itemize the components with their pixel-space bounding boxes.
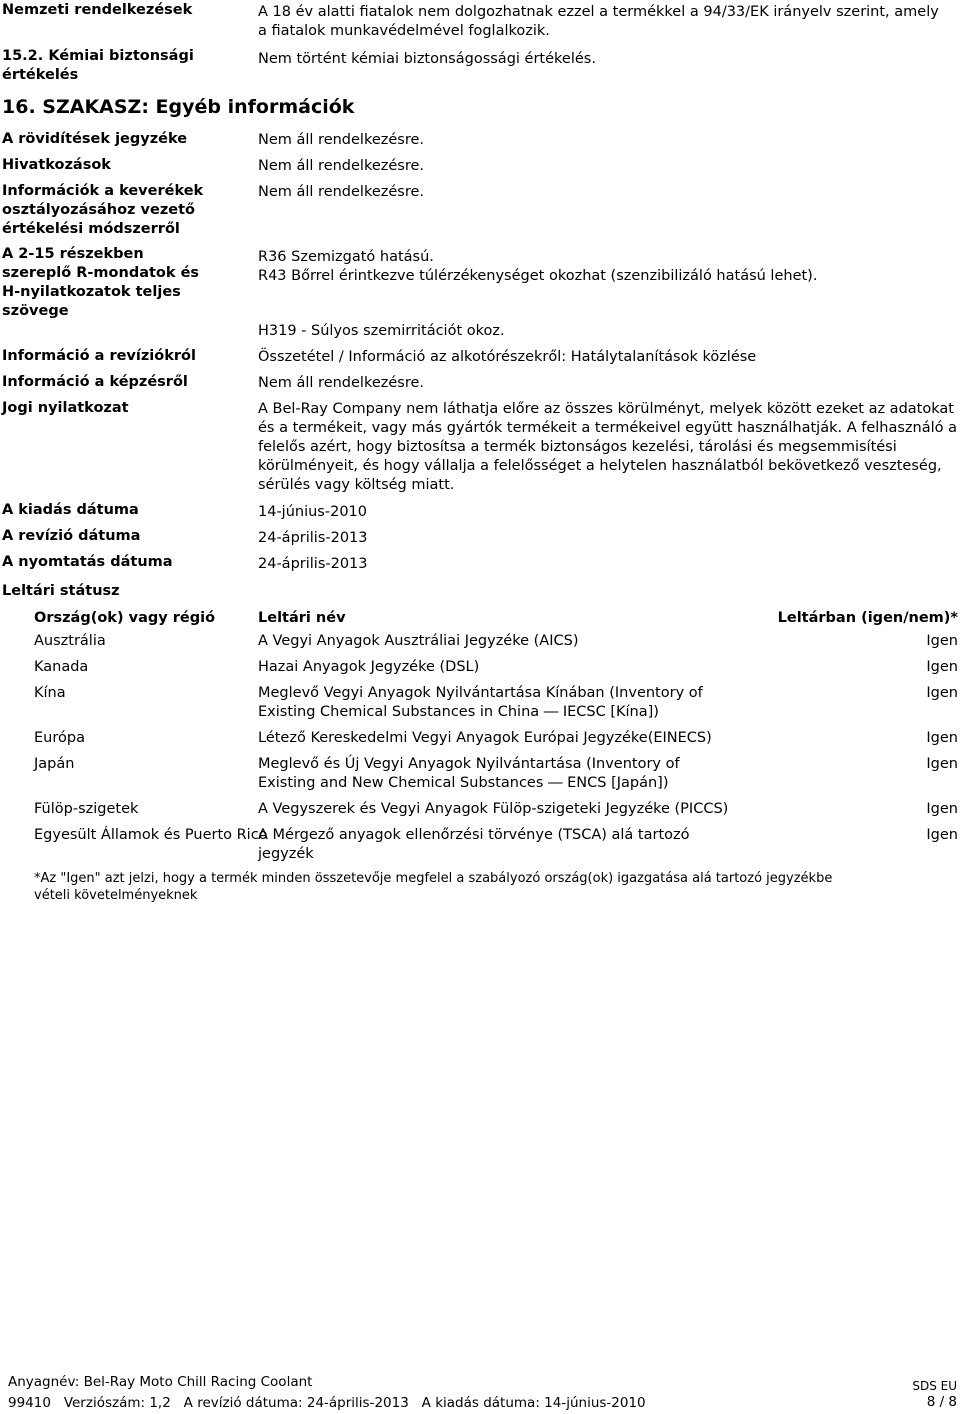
classification-label: Információk a keverékek osztályozásához vezető értékelési módszerről xyxy=(2,183,204,237)
chemical-safety-value: Nem történt kémiai biztonságossági értékelés. xyxy=(258,51,596,67)
print-date-label: A nyomtatás dátuma xyxy=(2,554,173,570)
classification-value: Nem áll rendelkezésre. xyxy=(258,184,425,200)
table-row-name: A Vegyi Anyagok Ausztráliai Jegyzéke (AICS) xyxy=(258,633,579,649)
column-header-country: Ország(ok) vagy régió xyxy=(34,610,216,626)
h-phrase-h319: H319 - Súlyos szemirritációt okoz. xyxy=(258,323,505,339)
references-value: Nem áll rendelkezésre. xyxy=(258,158,425,174)
footer-page-number: 8 / 8 xyxy=(926,1394,957,1410)
table-row-name: A Vegyszerek és Vegyi Anyagok Fülöp-szigeteki Jegyzéke (PICCS) xyxy=(258,801,729,817)
table-row-country: Fülöp-szigetek xyxy=(34,801,139,817)
r-phrases-label: A 2-15 részekben szereplő R-mondatok és H-nyilatkozatok teljes szövege xyxy=(2,246,200,319)
table-row-status: Igen xyxy=(926,659,958,675)
table-row-status: Igen xyxy=(926,801,958,817)
table-row-status: Igen xyxy=(926,730,958,746)
footer-sds-badge: SDS EU xyxy=(912,1379,957,1393)
table-row-status: Igen xyxy=(926,756,958,772)
table-row-country: Európa xyxy=(34,730,85,746)
abbreviations-value: Nem áll rendelkezésre. xyxy=(258,132,425,148)
table-row-status: Igen xyxy=(926,827,958,843)
inventory-footnote: *Az "Igen" azt jelzi, hogy a termék minden összetevője megfelel a szabályozó ország(ok) igazgatása alá tartozó jegyzékbe vételi követelményeknek xyxy=(34,871,833,903)
print-date-value: 24-április-2013 xyxy=(258,556,368,572)
training-label: Információ a képzésről xyxy=(2,374,188,390)
footer-product-name: Anyagnév: Bel-Ray Moto Chill Racing Coolant xyxy=(8,1374,313,1390)
r-phrase-r36: R36 Szemizgató hatású. xyxy=(258,249,434,265)
table-row-name: A Mérgező anyagok ellenőrzési törvénye (TSCA) alá tartozó jegyzék xyxy=(258,827,690,862)
revisions-value: Összetétel / Információ az alkotórészekről: Hatálytalanítások közlése xyxy=(258,349,757,365)
column-header-inventory-name: Leltári név xyxy=(258,610,346,626)
abbreviations-label: A rövidítések jegyzéke xyxy=(2,131,188,147)
national-regulations-value: A 18 év alatti fiatalok nem dolgozhatnak ezzel a termékkel a 94/33/EK irányelv szerint, amely a fiatalok munkavédelmével foglalkozik. xyxy=(258,4,939,39)
training-value: Nem áll rendelkezésre. xyxy=(258,375,425,391)
revision-date-value: 24-április-2013 xyxy=(258,530,368,546)
column-header-listed: Leltárban (igen/nem)* xyxy=(777,610,958,626)
table-row-name: Hazai Anyagok Jegyzéke (DSL) xyxy=(258,659,480,675)
table-row-status: Igen xyxy=(926,685,958,701)
r-phrase-r43: R43 Bőrrel érintkezve túlérzékenységet okozhat (szenzibilizáló hatású lehet). xyxy=(258,268,818,284)
table-row-country: Egyesült Államok és Puerto Rico xyxy=(34,827,268,843)
table-row-name: Létező Kereskedelmi Vegyi Anyagok Európai Jegyzéke(EINECS) xyxy=(258,730,712,746)
table-row-name: Meglevő Vegyi Anyagok Nyilvántartása Kínában (Inventory of Existing Chemical Substances in China ― IECSC [Kína]) xyxy=(258,685,703,720)
references-label: Hivatkozások xyxy=(2,157,111,173)
table-row-country: Kanada xyxy=(34,659,89,675)
national-regulations-label: Nemzeti rendelkezések xyxy=(2,2,193,18)
revisions-label: Információ a revíziókról xyxy=(2,348,196,364)
table-row-name: Meglevő és Új Vegyi Anyagok Nyilvántartása (Inventory of Existing and New Chemical Substances ― ENCS [Japán]) xyxy=(258,756,680,791)
table-row-country: Japán xyxy=(34,756,75,772)
section-heading: 16. SZAKASZ: Egyéb információk xyxy=(2,96,355,118)
revision-date-label: A revízió dátuma xyxy=(2,528,141,544)
inventory-status-label: Leltári státusz xyxy=(2,583,120,599)
disclaimer-value: A Bel-Ray Company nem láthatja előre az összes körülményt, melyek között ezeket az adatokat és a termékeit, vagy más gyártók termékeit a termékeivel együtt használhatják. A felhasználó a felelős azért, hogy biztosítsa a termék biztonságos kezelési, tárolási és megsemmisítési körülményeit, és hogy vállalja a felelősséget a helytelen használatból bekövetkező veszteség, sérülés vagy költség miatt. xyxy=(258,401,958,493)
issue-date-label: A kiadás dátuma xyxy=(2,502,139,518)
table-row-country: Ausztrália xyxy=(34,633,106,649)
issue-date-value: 14-június-2010 xyxy=(258,504,367,520)
chemical-safety-label: 15.2. Kémiai biztonsági értékelés xyxy=(2,48,194,83)
table-row-country: Kína xyxy=(34,685,66,701)
footer-doc-info: 99410 Verziószám: 1,2 A revízió dátuma: 24-április-2013 A kiadás dátuma: 14-június-2010 xyxy=(8,1395,646,1411)
disclaimer-label: Jogi nyilatkozat xyxy=(2,400,129,416)
table-row-status: Igen xyxy=(926,633,958,649)
